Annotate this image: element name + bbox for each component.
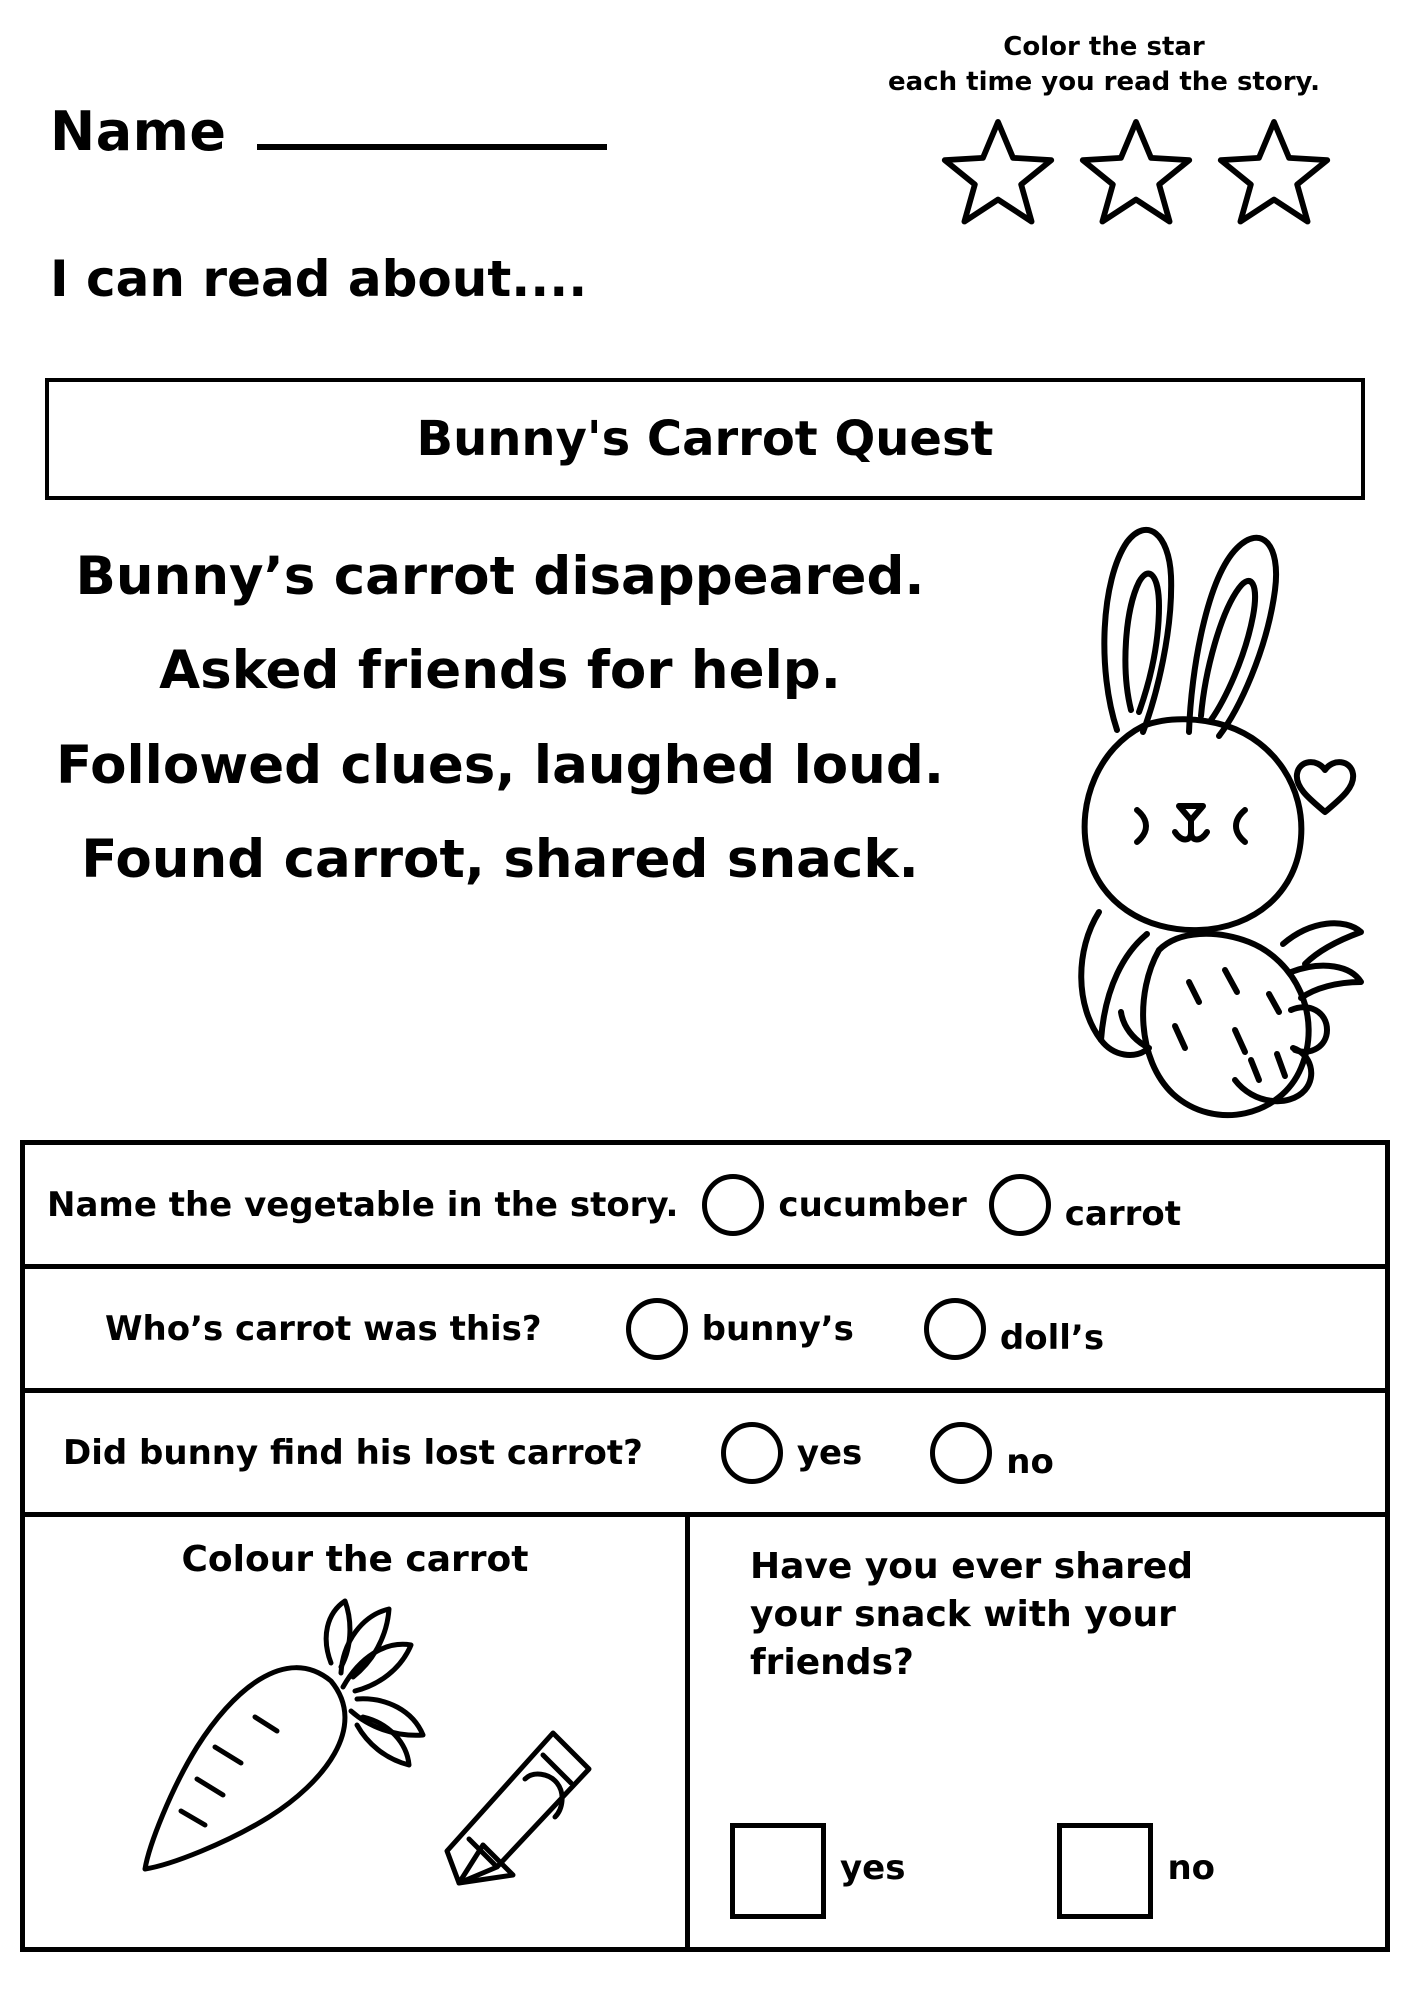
question-prompt: Who’s carrot was this? [105, 1308, 542, 1349]
answer-option-label: no [1006, 1441, 1054, 1482]
radio-circle-icon[interactable] [626, 1298, 688, 1360]
answer-option-label: yes [840, 1848, 906, 1888]
answer-option-label: cucumber [778, 1184, 967, 1225]
colour-panel-title: Colour the carrot [181, 1539, 529, 1580]
worksheet-header [40, 0, 1374, 308]
question-row [25, 1269, 1385, 1393]
story-title: Bunny's Carrot Quest [416, 411, 994, 467]
radio-circle-icon[interactable] [989, 1174, 1051, 1236]
answer-option-label: bunny’s [701, 1308, 854, 1349]
activity-panels [25, 1517, 1385, 1947]
answer-option[interactable] [989, 1174, 1181, 1236]
questions-block [20, 1140, 1390, 1952]
reflection-prompt: Have you ever shared your snack with your friends? [750, 1546, 1194, 1683]
radio-circle-icon[interactable] [930, 1422, 992, 1484]
answer-option[interactable] [924, 1298, 1104, 1360]
radio-circle-icon[interactable] [721, 1422, 783, 1484]
star-tracker [938, 115, 1334, 225]
question-prompt: Name the vegetable in the story. [47, 1184, 679, 1225]
answer-option[interactable] [721, 1422, 862, 1484]
star-outline-icon[interactable] [938, 115, 1058, 225]
answer-option-label: yes [796, 1432, 863, 1473]
question-row [25, 1393, 1385, 1517]
answer-option-label: no [1167, 1848, 1216, 1888]
reflection-answer-row [730, 1823, 1215, 1919]
checkbox-square-icon[interactable] [730, 1823, 826, 1919]
star-outline-icon[interactable] [1076, 115, 1196, 225]
colour-the-carrot-panel [25, 1517, 690, 1947]
checkbox-square-icon[interactable] [1057, 1823, 1153, 1919]
bunny-holding-carrot-icon [1039, 520, 1369, 1120]
reflection-panel [690, 1517, 1385, 1947]
story-title-box [45, 378, 1365, 500]
radio-circle-icon[interactable] [924, 1298, 986, 1360]
name-label: Name [50, 100, 227, 163]
star-instructions-line2: each time you read the story. [888, 67, 1320, 98]
star-instructions-line1: Color the star [1003, 32, 1205, 62]
star-outline-icon[interactable] [1214, 115, 1334, 225]
question-prompt: Did bunny find his lost carrot? [63, 1432, 643, 1473]
carrot-icon [135, 1597, 435, 1887]
answer-option[interactable] [1057, 1823, 1215, 1919]
answer-option[interactable] [730, 1823, 905, 1919]
answer-option[interactable] [930, 1422, 1054, 1484]
name-write-line[interactable] [257, 144, 607, 150]
star-instructions [854, 30, 1354, 100]
answer-option-label: doll’s [999, 1317, 1105, 1358]
name-field-row [50, 100, 607, 163]
story-text: Bunny’s carrot disappeared. Asked friends for help. Followed clues, laughed loud. Found carrot, shared snack. [56, 546, 944, 890]
radio-circle-icon[interactable] [702, 1174, 764, 1236]
i-can-read-about-label: I can read about.... [50, 250, 588, 308]
answer-option[interactable] [702, 1174, 966, 1236]
answer-option-label: carrot [1064, 1193, 1181, 1234]
answer-option[interactable] [626, 1298, 854, 1360]
question-row [25, 1145, 1385, 1269]
crayon-icon [425, 1717, 605, 1897]
